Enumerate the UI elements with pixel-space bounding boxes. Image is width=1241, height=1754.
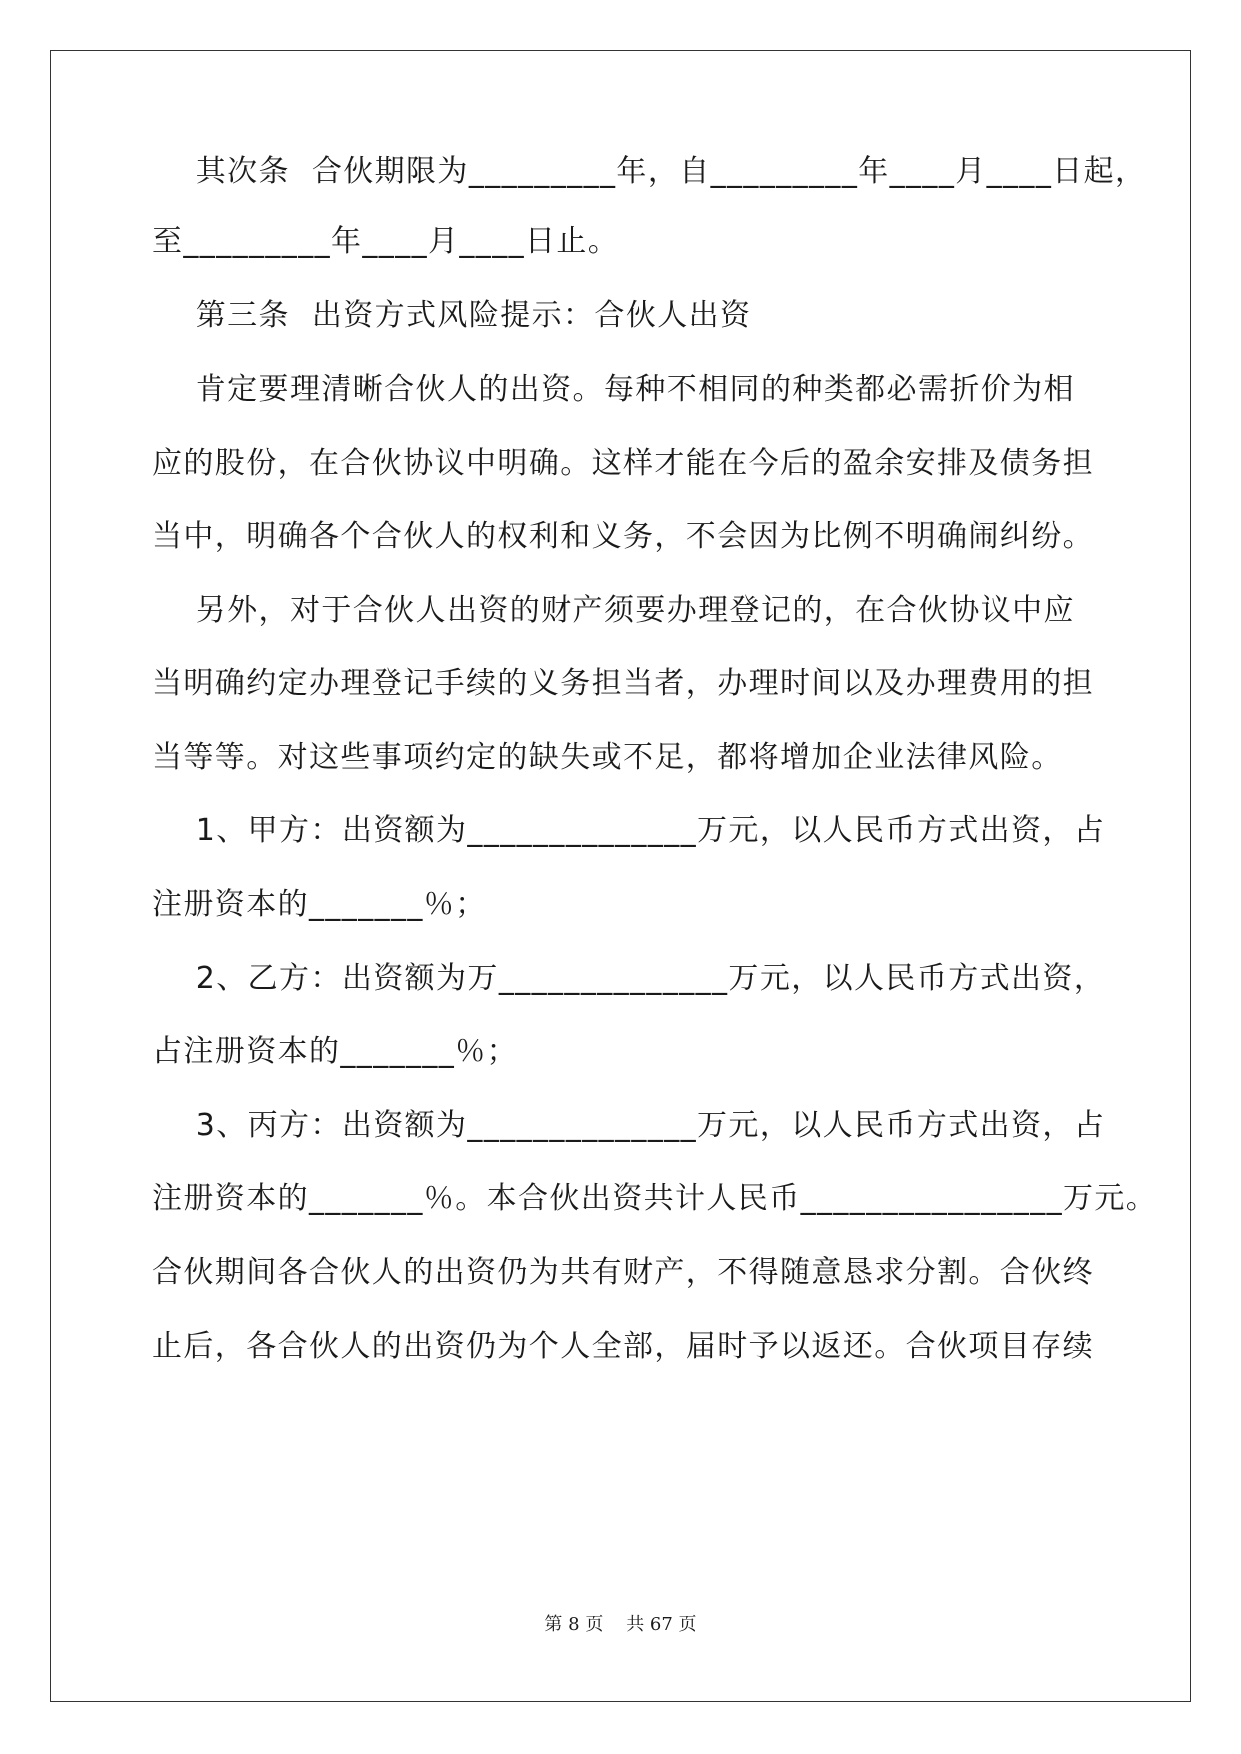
text-line: 占注册资本的_______％； xyxy=(152,1034,518,1069)
text-line: 另外，对于合伙人出资的财产须要办理登记的，在合伙协议中应 xyxy=(152,593,1075,628)
text-line: 至_________年____月____日止。 xyxy=(152,224,620,259)
text-line: 3、丙方：出资额为______________万元，以人民币方式出资，占 xyxy=(152,1108,1106,1143)
text-line: 注册资本的_______％； xyxy=(152,887,487,922)
text-line: 止后，各合伙人的出资仍为个人全部，届时予以返还。合伙项目存续 xyxy=(152,1329,1094,1364)
text-line: 当等等。对这些事项约定的缺失或不足，都将增加企业法律风险。 xyxy=(152,740,1063,775)
text-line: 当中，明确各个合伙人的权利和义务，不会因为比例不明确闹纠纷。 xyxy=(152,519,1094,554)
text-line: 第三条 出资方式风险提示：合伙人出资 xyxy=(152,298,752,333)
text-line: 1、甲方：出资额为______________万元，以人民币方式出资，占 xyxy=(152,813,1106,848)
text-line: 2、乙方：出资额为万______________万元，以人民币方式出资， xyxy=(152,961,1106,996)
text-line: 肯定要理清晰合伙人的出资。每种不相同的种类都必需折价为相 xyxy=(152,372,1075,407)
page-number-footer: 第 8 页 共 67 页 xyxy=(544,1614,697,1635)
text-line: 合伙期间各合伙人的出资仍为共有财产，不得随意恳求分割。合伙终 xyxy=(152,1255,1094,1290)
text-line: 应的股份，在合伙协议中明确。这样才能在今后的盈余安排及债务担 xyxy=(152,446,1094,481)
text-line: 其次条 合伙期限为_________年，自_________年____月____日起， xyxy=(152,154,1147,189)
text-line: 注册资本的_______％。本合伙出资共计人民币________________万元。 xyxy=(152,1181,1158,1216)
text-line: 当明确约定办理登记手续的义务担当者，办理时间以及办理费用的担 xyxy=(152,666,1094,701)
